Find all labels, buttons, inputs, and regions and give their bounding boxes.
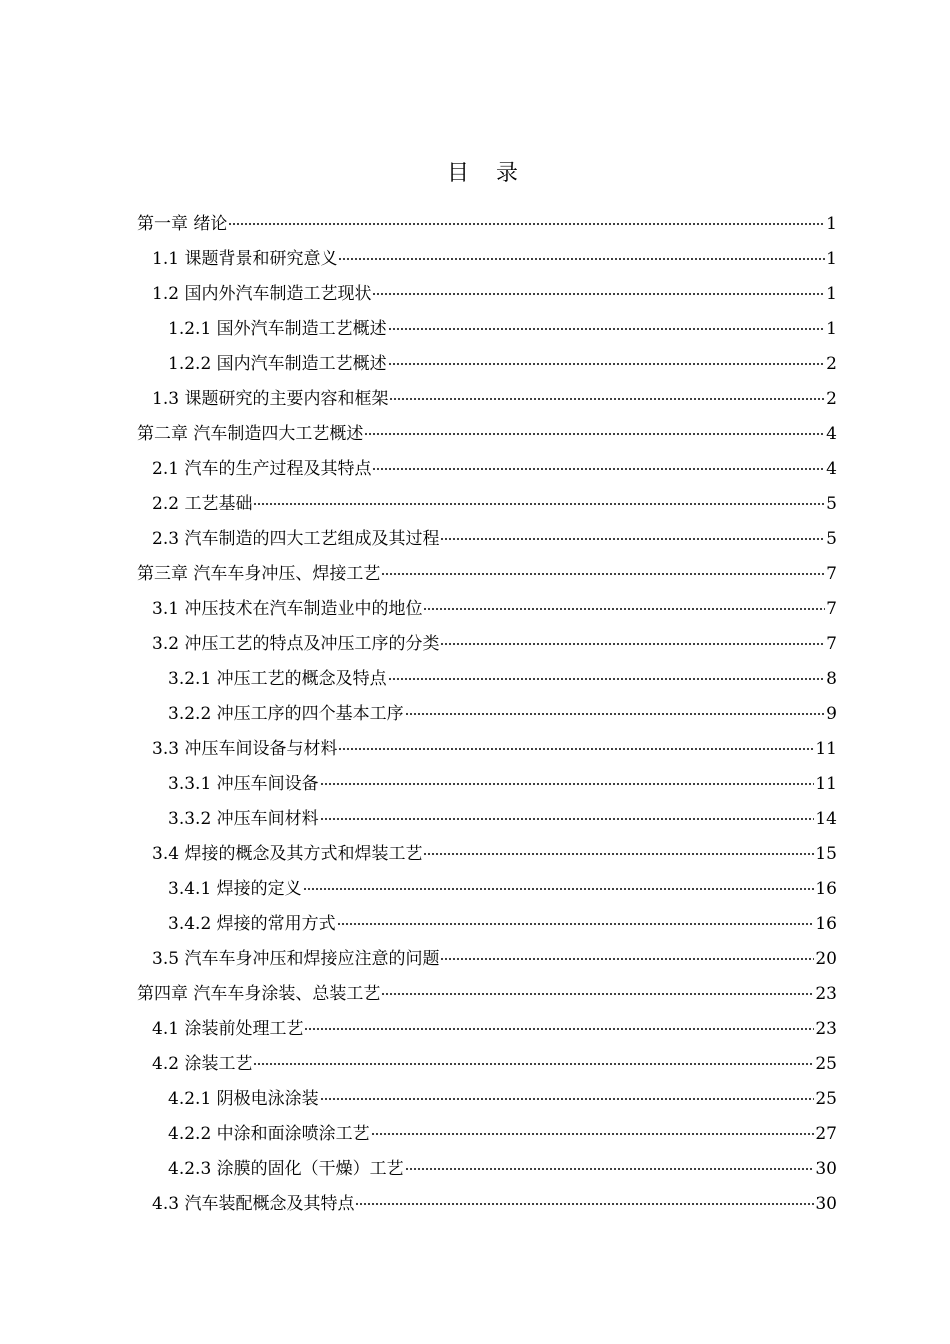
- toc-dot-leader: [381, 573, 825, 575]
- toc-entry[interactable]: [137, 767, 837, 802]
- toc-entry[interactable]: [137, 417, 837, 452]
- toc-page-number: 1: [826, 214, 837, 234]
- toc-dot-leader: [440, 958, 814, 960]
- toc-entry-label: 3.1 冲压技术在汽车制造业中的地位: [152, 599, 423, 619]
- toc-dot-leader: [304, 1028, 814, 1030]
- toc-page-number: 23: [815, 984, 837, 1004]
- toc-entry-label: 1.2.1 国外汽车制造工艺概述: [168, 319, 387, 339]
- toc-dot-leader: [337, 923, 815, 925]
- toc-entry-label: 2.1 汽车的生产过程及其特点: [152, 459, 372, 479]
- toc-entry-label: 4.2.2 中涂和面涂喷涂工艺: [168, 1124, 370, 1144]
- toc-entry-label: 第四章 汽车车身涂装、总装工艺: [137, 984, 381, 1004]
- toc-page-number: 25: [815, 1054, 837, 1074]
- toc-page-number: 1: [826, 319, 837, 339]
- toc-dot-leader: [440, 538, 825, 540]
- toc-entry[interactable]: [137, 522, 837, 557]
- toc-dot-leader: [320, 783, 815, 785]
- toc-dot-leader: [253, 503, 825, 505]
- toc-entry-label: 2.3 汽车制造的四大工艺组成及其过程: [152, 529, 440, 549]
- toc-entry[interactable]: [137, 277, 837, 312]
- toc-entry-label: 3.5 汽车车身冲压和焊接应注意的问题: [152, 949, 440, 969]
- toc-entry[interactable]: [137, 942, 837, 977]
- toc-dot-leader: [364, 433, 825, 435]
- toc-title: 目 录: [447, 161, 528, 186]
- toc-entry[interactable]: [137, 697, 837, 732]
- toc-entry[interactable]: [137, 207, 837, 242]
- toc-page-number: 8: [826, 669, 837, 689]
- toc-dot-leader: [355, 1203, 814, 1205]
- toc-dot-leader: [423, 853, 814, 855]
- toc-entry[interactable]: [137, 347, 837, 382]
- toc-entry-label: 3.3.2 冲压车间材料: [168, 809, 319, 829]
- toc-page-number: 16: [815, 914, 837, 934]
- toc-dot-leader: [371, 1133, 815, 1135]
- toc-page-number: 11: [815, 739, 837, 759]
- toc-dot-leader: [405, 1168, 815, 1170]
- toc-entry-label: 第三章 汽车车身冲压、焊接工艺: [137, 564, 381, 584]
- toc-page-number: 30: [815, 1194, 837, 1214]
- toc-page-number: 15: [815, 844, 837, 864]
- toc-dot-leader: [389, 398, 825, 400]
- toc-entry[interactable]: [137, 1012, 837, 1047]
- toc-entry[interactable]: [137, 1047, 837, 1082]
- toc-dot-leader: [372, 293, 825, 295]
- toc-page-number: 14: [815, 809, 837, 829]
- toc-dot-leader: [253, 1063, 814, 1065]
- toc-entry[interactable]: [137, 1082, 837, 1117]
- toc-dot-leader: [228, 223, 825, 225]
- toc-page-number: 9: [826, 704, 837, 724]
- toc-dot-leader: [423, 608, 825, 610]
- toc-entry-label: 4.2.3 涂膜的固化（干燥）工艺: [168, 1159, 404, 1179]
- toc-entry-label: 第一章 绪论: [137, 214, 228, 234]
- toc-page-number: 30: [815, 1159, 837, 1179]
- toc-dot-leader: [372, 468, 825, 470]
- toc-entry[interactable]: [137, 557, 837, 592]
- toc-page-number: 1: [826, 284, 837, 304]
- toc-entry-label: 3.2.2 冲压工序的四个基本工序: [168, 704, 404, 724]
- toc-entry[interactable]: [137, 977, 837, 1012]
- toc-entry[interactable]: [137, 837, 837, 872]
- toc-dot-leader: [320, 1098, 815, 1100]
- toc-entry-label: 第二章 汽车制造四大工艺概述: [137, 424, 364, 444]
- toc-page-number: 7: [826, 599, 837, 619]
- toc-page-number: 20: [815, 949, 837, 969]
- toc-entry[interactable]: [137, 242, 837, 277]
- toc-entry-label: 1.2 国内外汽车制造工艺现状: [152, 284, 372, 304]
- toc-entry[interactable]: [137, 1187, 837, 1222]
- toc-entry[interactable]: [137, 872, 837, 907]
- toc-entry[interactable]: [137, 592, 837, 627]
- toc-entry-label: 4.2 涂装工艺: [152, 1054, 253, 1074]
- toc-entry[interactable]: [137, 732, 837, 767]
- toc-dot-leader: [381, 993, 814, 995]
- toc-entry[interactable]: [137, 907, 837, 942]
- toc-entry[interactable]: [137, 802, 837, 837]
- toc-entry-label: 4.1 涂装前处理工艺: [152, 1019, 304, 1039]
- toc-entry-label: 4.2.1 阴极电泳涂装: [168, 1089, 319, 1109]
- toc-entry-label: 4.3 汽车装配概念及其特点: [152, 1194, 355, 1214]
- toc-entry-label: 3.3.1 冲压车间设备: [168, 774, 319, 794]
- toc-page-number: 5: [826, 529, 837, 549]
- toc-entry[interactable]: [137, 452, 837, 487]
- toc-page-number: 11: [815, 774, 837, 794]
- toc-dot-leader: [388, 678, 826, 680]
- toc-page-number: 1: [826, 249, 837, 269]
- toc-dot-leader: [388, 363, 826, 365]
- toc-entry[interactable]: [137, 1117, 837, 1152]
- toc-entry-label: 3.2 冲压工艺的特点及冲压工序的分类: [152, 634, 440, 654]
- toc-page-number: 25: [815, 1089, 837, 1109]
- toc-page-number: 7: [826, 634, 837, 654]
- toc-page-number: 27: [815, 1124, 837, 1144]
- toc-page-number: 2: [826, 354, 837, 374]
- toc-entry[interactable]: [137, 312, 837, 347]
- toc-entry[interactable]: [137, 1152, 837, 1187]
- toc-entry-label: 3.4 焊接的概念及其方式和焊装工艺: [152, 844, 423, 864]
- toc-entry-label: 3.3 冲压车间设备与材料: [152, 739, 338, 759]
- toc-dot-leader: [320, 818, 815, 820]
- toc-entry[interactable]: [137, 627, 837, 662]
- toc-page-number: 16: [815, 879, 837, 899]
- toc-entry-label: 1.3 课题研究的主要内容和框架: [152, 389, 389, 409]
- toc-entry-label: 1.1 课题背景和研究意义: [152, 249, 338, 269]
- toc-dot-leader: [338, 748, 814, 750]
- toc-entry-label: 2.2 工艺基础: [152, 494, 253, 514]
- toc-page-number: 4: [826, 459, 837, 479]
- toc-dot-leader: [338, 258, 825, 260]
- toc-entry[interactable]: [137, 382, 837, 417]
- toc-entry-label: 3.4.2 焊接的常用方式: [168, 914, 336, 934]
- toc-page-number: 23: [815, 1019, 837, 1039]
- toc-entry-label: 3.4.1 焊接的定义: [168, 879, 302, 899]
- toc-page-number: 4: [826, 424, 837, 444]
- toc-dot-leader: [405, 713, 826, 715]
- toc-page-number: 7: [826, 564, 837, 584]
- toc-dot-leader: [388, 328, 826, 330]
- toc-page-number: 5: [826, 494, 837, 514]
- toc-dot-leader: [440, 643, 825, 645]
- toc-entry[interactable]: [137, 487, 837, 522]
- toc-entry-label: 1.2.2 国内汽车制造工艺概述: [168, 354, 387, 374]
- toc-page-number: 2: [826, 389, 837, 409]
- toc-entry[interactable]: [137, 662, 837, 697]
- toc-dot-leader: [303, 888, 815, 890]
- table-of-contents: [137, 207, 837, 1222]
- toc-entry-label: 3.2.1 冲压工艺的概念及特点: [168, 669, 387, 689]
